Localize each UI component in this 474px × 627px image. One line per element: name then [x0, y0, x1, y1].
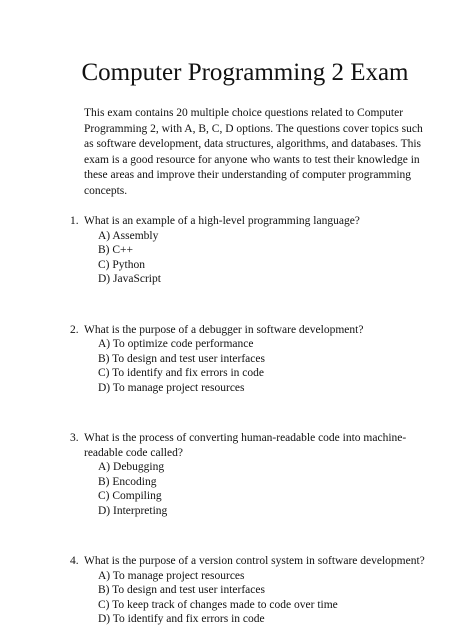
option-b: B) To design and test user interfaces — [98, 352, 265, 365]
option-a: A) To optimize code performance — [98, 338, 254, 350]
intro-paragraph: This exam contains 20 multiple choice questions related to Computer Programming 2, with A, B, C, D options. The questions cover topics such as software development, data structures, algorithms, and databases. This exam is a good resource for anyone who wants to test their knowledge in these areas and improve their understanding of computer programming concepts. — [84, 107, 423, 197]
option-d: D) JavaScript — [98, 273, 161, 285]
option-list — [56, 460, 434, 518]
question-text: What is the process of converting human-readable code into machine-readable code called? — [84, 432, 407, 459]
question-number: 4. — [70, 555, 79, 567]
question-number: 1. — [70, 215, 79, 227]
option-d: D) To manage project resources — [98, 381, 245, 394]
option-b: B) C++ — [98, 244, 134, 256]
question-2 — [56, 323, 434, 396]
option-c: C) To identify and fix errors in code — [98, 367, 265, 379]
option-d: D) To identify and fix errors in code — [98, 613, 265, 625]
option-c: C) To keep track of changes made to code over time — [98, 598, 338, 611]
document-title: Computer Programming 2 Exam — [81, 59, 409, 86]
option-list — [56, 337, 434, 395]
option-d: D) Interpreting — [98, 504, 168, 517]
question-4 — [56, 554, 434, 627]
option-a: A) Assembly — [98, 229, 159, 242]
option-list — [56, 569, 434, 627]
question-text: What is the purpose of a version control system in software development? — [84, 555, 425, 567]
option-b: B) Encoding — [98, 475, 157, 488]
option-a: A) Debugging — [98, 461, 165, 473]
question-number: 2. — [70, 323, 79, 336]
question-list — [56, 214, 434, 627]
option-a: A) To manage project resources — [98, 569, 245, 582]
question-text: What is an example of a high-level programming language? — [84, 215, 360, 227]
question-number: 3. — [70, 432, 79, 444]
option-list — [56, 229, 434, 287]
question-1 — [56, 214, 434, 287]
option-c: C) Compiling — [98, 490, 162, 502]
question-3 — [56, 431, 434, 518]
option-c: C) Python — [98, 258, 145, 271]
option-b: B) To design and test user interfaces — [98, 584, 265, 596]
question-text: What is the purpose of a debugger in software development? — [84, 323, 364, 336]
